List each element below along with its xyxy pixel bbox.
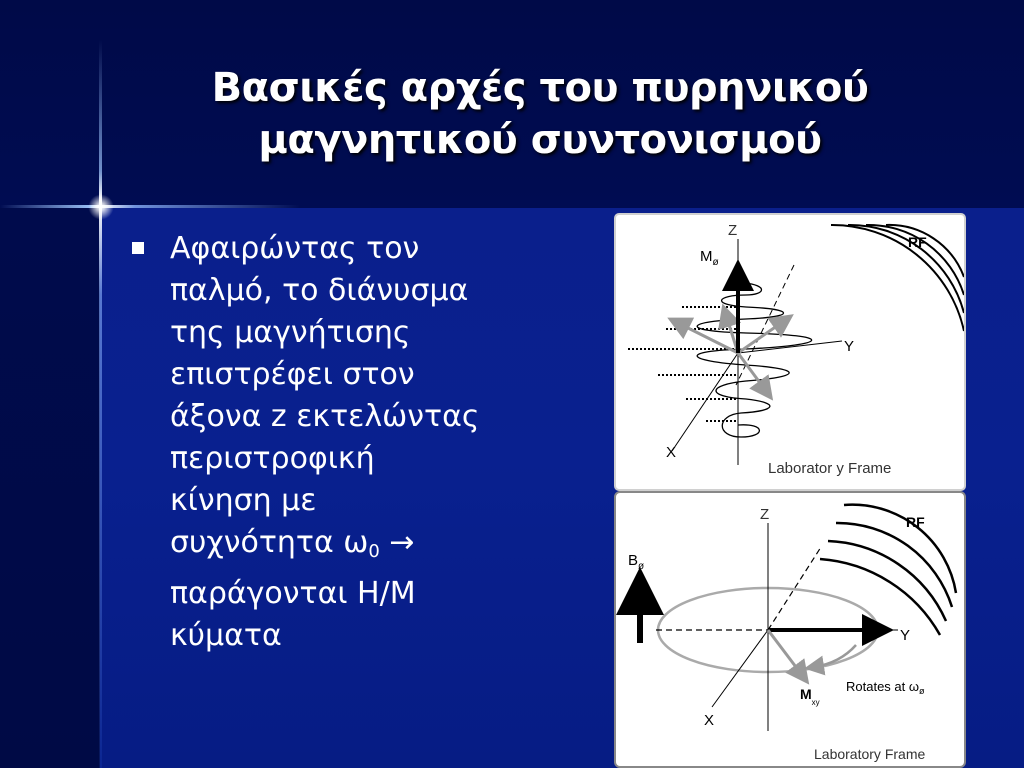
bullet-line: κίνηση με <box>170 483 317 518</box>
y-label: Y <box>844 338 855 355</box>
bullet-square-icon <box>132 242 144 254</box>
bullet-line: της μαγνήτισης <box>170 315 411 350</box>
x-label: X <box>704 712 715 729</box>
rf-label: RF <box>908 234 927 250</box>
vertical-light-line <box>99 40 102 768</box>
figure-caption: Laboratory Frame <box>814 746 926 762</box>
bullet-text <box>170 228 550 657</box>
right-arrow-icon: → <box>389 525 415 560</box>
bullet-line: άξονα z εκτελώντας <box>170 399 480 434</box>
mxy-vector <box>768 630 802 675</box>
y-label: Y <box>900 627 911 644</box>
left-strip <box>0 208 100 768</box>
bullet-line: Αφαιρώντας τον <box>170 231 420 266</box>
title-line: μαγνητικού συντονισμού <box>258 117 822 163</box>
m0-label: $M_ø$ <box>700 248 719 268</box>
bullet-line: παράγονται Η/Μ <box>170 576 416 611</box>
magnetization-vectors <box>678 315 784 391</box>
x-label: X <box>666 444 677 461</box>
z-label: Z <box>760 506 770 523</box>
bullet-line-frequency <box>170 522 550 573</box>
slide-title <box>110 62 970 166</box>
title-line: Βασικές αρχές του πυρηνικού <box>211 65 869 111</box>
rf-label: RF <box>906 514 925 530</box>
bullet-line: περιστροφική <box>170 441 375 476</box>
sparkle-decoration <box>86 192 116 222</box>
frequency-subscript: 0 <box>368 541 380 562</box>
mxy-label: $M_{xy}$ <box>800 686 820 707</box>
b0-label: $B_ø$ <box>628 552 645 572</box>
rotates-label: Rotates at $\omega_ø$ <box>846 679 925 696</box>
rotation-diagram-svg <box>616 493 964 766</box>
frequency-text: συχνότητα ω <box>170 525 369 560</box>
bullet-line: κύματα <box>170 618 282 653</box>
precession-diagram-svg <box>616 215 964 489</box>
z-label: Z <box>728 222 738 239</box>
rf-wave-arcs <box>820 505 956 635</box>
rf-wave-arcs <box>831 225 964 331</box>
horizontal-light-line <box>0 205 300 208</box>
rotation-diagram <box>614 491 966 768</box>
bullet-line: παλμό, το διάνυσμα <box>170 273 469 308</box>
figure-caption: Laborator y Frame <box>768 460 892 477</box>
bullet-line: επιστρέφει στον <box>170 357 415 392</box>
precession-diagram <box>614 213 966 491</box>
x-axis <box>672 353 738 451</box>
